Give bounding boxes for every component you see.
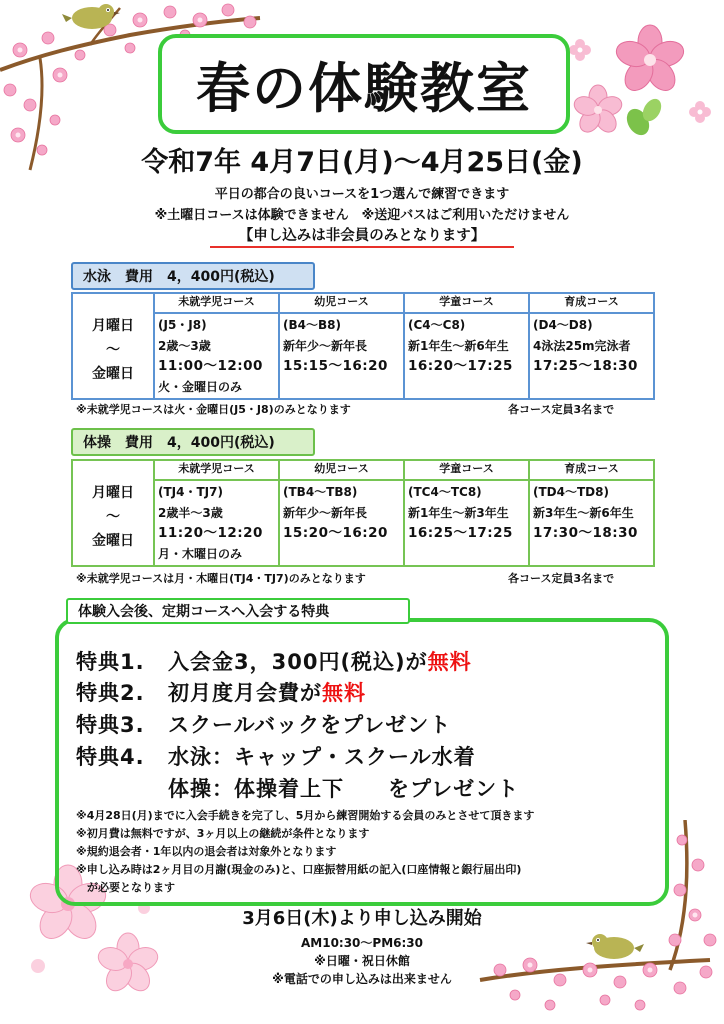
course-time: 16:25～17:25 (408, 525, 513, 541)
swim-fee-label: 水泳 費用 4，400円(税込) (71, 262, 315, 290)
benefit-label: 特典4. (76, 745, 145, 769)
benefit-text: スクールバックをプレゼント (168, 713, 452, 737)
course-time: 11:20～12:20 (158, 525, 263, 541)
course-code: (D4～D8) (533, 318, 593, 332)
gym-day-range: ～ (106, 509, 120, 525)
swim-days (72, 293, 154, 399)
course-code: (TD4～TD8) (533, 485, 609, 499)
swim-day-end: 金曜日 (92, 366, 134, 382)
course-time: 17:30～18:30 (533, 525, 638, 541)
swim-course-preschool (154, 313, 279, 399)
swim-day-start: 月曜日 (92, 318, 134, 334)
page-title: 春の体験教室 (196, 56, 532, 120)
course-days-note: 火・金曜日のみ (158, 379, 243, 394)
gym-capacity-note: 各コース定員3名まで (508, 572, 615, 585)
course-ages: 4泳法25m完泳者 (533, 338, 631, 353)
benefit-label: 特典2. (76, 681, 145, 705)
leaves-top-right (624, 92, 664, 138)
course-days-note: 月・木曜日のみ (158, 546, 243, 561)
gym-day-end: 金曜日 (92, 533, 134, 549)
benefits-label: 体験入会後、定期コースへ入会する特典 (66, 598, 410, 624)
course-time: 15:15～16:20 (283, 358, 388, 374)
swim-course-table (71, 292, 655, 400)
phone-note: ※電話での申し込みは出来ません (272, 972, 452, 986)
gym-course-elementary (404, 480, 529, 566)
swim-day-range: ～ (106, 342, 120, 358)
swim-course-elementary (404, 313, 529, 399)
subtitle-course-choice: 平日の都合の良いコースを1つ選んで練習できます (214, 187, 510, 202)
gym-day-start: 月曜日 (92, 485, 134, 501)
closed-days: ※日曜・祝日休館 (314, 954, 410, 968)
benefit-item-4-line2: 体操：体操着上下 をプレゼント (168, 777, 520, 801)
benefit-text: 入会金3，300円(税込)が (168, 650, 428, 674)
course-code: (B4～B8) (283, 318, 341, 332)
gym-course-advanced (529, 480, 654, 566)
benefit-item-1 (76, 646, 472, 676)
gym-preschool-note: ※未就学児コースは月・木曜日(TJ4・TJ7)のみとなります (76, 572, 366, 585)
gym-header-kinder: 幼児コース (279, 460, 404, 480)
gym-days (72, 460, 154, 566)
swim-header-kinder: 幼児コース (279, 293, 404, 313)
swim-header-preschool: 未就学児コース (154, 293, 279, 313)
course-ages: 2歳～3歳 (158, 338, 211, 353)
course-code: (C4～C8) (408, 318, 466, 332)
benefit-label: 特典3. (76, 713, 145, 737)
swim-preschool-note: ※未就学児コースは火・金曜日(J5・J8)のみとなります (76, 403, 351, 416)
course-ages: 2歳半～3歳 (158, 505, 223, 520)
benefit-note-5: が必要となります (76, 881, 175, 894)
swim-header-elementary: 学童コース (404, 293, 529, 313)
event-period: 令和7年 4月7日(月)～4月25日(金) (141, 147, 583, 178)
benefit-note-2: ※初月費は無料ですが、3ヶ月以上の継続が条件となります (76, 827, 370, 840)
swim-course-kinder (279, 313, 404, 399)
benefit-item-4 (76, 741, 476, 771)
benefit-note-4: ※申し込み時は2ヶ月目の月謝(現金のみ)と、口座振替用紙の記入(口座情報と銀行届出印) (76, 863, 522, 876)
gym-fee-label: 体操 費用 4，400円(税込) (71, 428, 315, 456)
benefit-highlight: 無料 (427, 650, 472, 674)
course-time: 15:20～16:20 (283, 525, 388, 541)
course-code: (TC4～TC8) (408, 485, 482, 499)
course-code: (TJ4・TJ7) (158, 485, 223, 499)
gym-header-elementary: 学童コース (404, 460, 529, 480)
benefit-text: 水泳：キャップ・スクール水着 (168, 745, 476, 769)
swim-header-advanced: 育成コース (529, 293, 654, 313)
gym-course-table (71, 459, 655, 567)
gym-header-advanced: 育成コース (529, 460, 654, 480)
benefit-label: 特典1. (76, 650, 145, 674)
subtitle-restrictions: ※土曜日コースは体験できません ※送迎バスはご利用いただけません (154, 208, 570, 223)
course-ages: 新1年生～新6年生 (408, 338, 509, 353)
course-time: 17:25～18:30 (533, 358, 638, 374)
gym-course-preschool (154, 480, 279, 566)
benefit-text: 初月度月会費が (168, 681, 322, 705)
course-ages: 新1年生～新3年生 (408, 505, 509, 520)
office-hours: AM10:30～PM6:30 (300, 936, 423, 950)
course-time: 16:20～17:25 (408, 358, 513, 374)
benefit-highlight: 無料 (322, 681, 366, 705)
nonmember-notice: 【申し込みは非会員のみとなります】 (210, 224, 514, 248)
course-code: (TB4～TB8) (283, 485, 358, 499)
title-box (158, 34, 570, 134)
course-ages: 新3年生～新6年生 (533, 505, 634, 520)
benefit-note-3: ※規約退会者・1年以内の退会者は対象外となります (76, 845, 337, 858)
gym-course-kinder (279, 480, 404, 566)
course-ages: 新年少～新年長 (283, 505, 368, 520)
benefit-item-2 (76, 677, 366, 707)
benefit-item-3 (76, 709, 451, 739)
course-code: (J5・J8) (158, 318, 207, 332)
course-ages: 新年少～新年長 (283, 338, 368, 353)
gym-header-preschool: 未就学児コース (154, 460, 279, 480)
swim-capacity-note: 各コース定員3名まで (508, 403, 615, 416)
application-start: 3月6日(木)より申し込み開始 (242, 908, 482, 929)
bird-top-left (62, 0, 122, 32)
swim-course-advanced (529, 313, 654, 399)
course-time: 11:00～12:00 (158, 358, 263, 374)
benefit-note-1: ※4月28日(月)までに入会手続きを完了し、5月から練習開始する会員のみとさせて頂きます (76, 809, 535, 822)
